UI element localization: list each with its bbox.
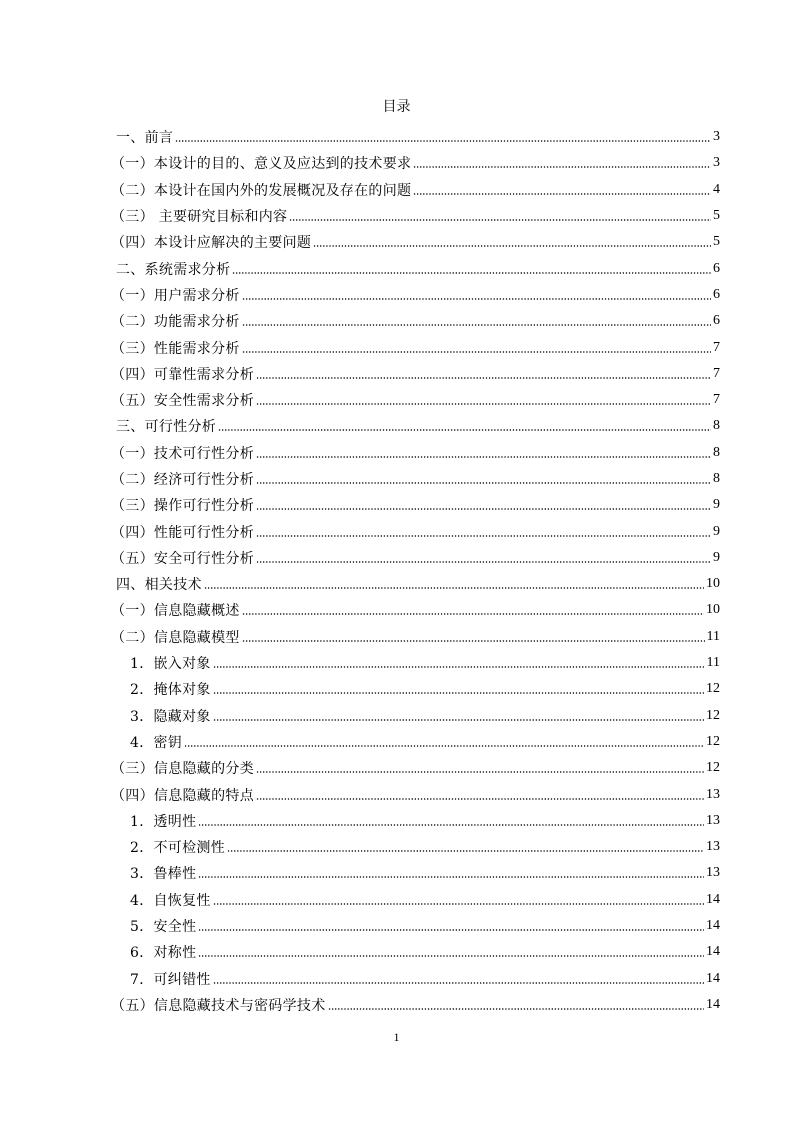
toc-entry-page: 11	[706, 628, 720, 644]
toc-entry[interactable]	[116, 413, 720, 439]
toc-entry-page: 3	[713, 129, 720, 145]
toc-entry-page: 6	[713, 313, 720, 329]
toc-entry-page: 8	[713, 471, 720, 486]
toc-dot-leader	[256, 402, 711, 406]
toc-entry-text: （四）可靠性需求分析	[111, 366, 254, 383]
toc-entry[interactable]	[111, 440, 720, 466]
toc-dot-leader	[413, 192, 711, 196]
toc-entry-text: （一）技术可行性分析	[111, 445, 254, 462]
toc-entry-page: 14	[706, 918, 720, 934]
toc-entry[interactable]	[111, 229, 720, 255]
toc-entry-page: 4	[713, 181, 720, 197]
toc-entry[interactable]	[111, 492, 720, 518]
toc-entry-text: 3．鲁棒性	[130, 866, 197, 883]
toc-dot-leader	[204, 586, 704, 590]
toc-dot-leader	[198, 928, 704, 932]
toc-entry-page: 7	[713, 392, 720, 408]
toc-dot-leader	[232, 271, 711, 275]
toc-dot-leader	[242, 323, 711, 327]
toc-entry-page: 12	[706, 733, 720, 749]
toc-entry-page: 6	[713, 286, 720, 302]
toc-dot-leader	[256, 455, 711, 459]
toc-entry-page: 14	[706, 891, 720, 907]
toc-entry[interactable]	[116, 676, 720, 702]
toc-entry[interactable]	[111, 597, 720, 623]
toc-entry[interactable]	[111, 361, 720, 387]
toc-entry[interactable]	[116, 966, 720, 992]
toc-entry-page: 13	[706, 839, 720, 855]
toc-entry-page: 9	[713, 523, 720, 539]
toc-entry-text: （四）信息隐藏的特点	[111, 787, 254, 804]
toc-entry-text: 2．掩体对象	[130, 682, 211, 699]
toc-entry-text: （一）用户需求分析	[111, 287, 240, 304]
toc-entry-text: 7．可纠错性	[130, 971, 211, 988]
toc-entry[interactable]	[111, 466, 720, 492]
toc-entry[interactable]	[111, 781, 720, 807]
toc-entry-text: （二）功能需求分析	[111, 314, 240, 331]
toc-entry-text: 4．密钥	[130, 734, 183, 751]
toc-entry-page: 13	[706, 786, 720, 802]
toc-dot-leader	[313, 244, 711, 248]
toc-entry-page: 5	[713, 208, 720, 224]
toc-entry[interactable]	[111, 334, 720, 360]
toc-entry[interactable]	[111, 624, 720, 650]
toc-entry-text: （四）性能可行性分析	[111, 524, 254, 541]
toc-entry-text: （三）操作可行性分析	[111, 498, 254, 515]
toc-entry[interactable]	[116, 571, 720, 597]
toc-entry[interactable]	[116, 860, 720, 886]
toc-entry-text: （二）经济可行性分析	[111, 472, 254, 488]
toc-entry-page: 10	[706, 602, 720, 618]
toc-dot-leader	[256, 534, 711, 538]
toc-entry[interactable]	[111, 545, 720, 571]
toc-entry-page: 7	[713, 339, 720, 355]
toc-entry[interactable]	[116, 939, 720, 965]
toc-entry[interactable]	[116, 703, 720, 729]
toc-entry[interactable]	[111, 992, 720, 1018]
toc-dot-leader	[242, 639, 705, 643]
toc-entry-page: 14	[706, 996, 720, 1012]
toc-entry-text: 三、可行性分析	[116, 419, 217, 436]
toc-dot-leader	[256, 507, 711, 511]
toc-dot-leader	[175, 139, 711, 143]
toc-dot-leader	[256, 770, 704, 774]
toc-entry-page: 14	[706, 944, 720, 960]
toc-dot-leader	[328, 1007, 705, 1011]
toc-dot-leader	[213, 902, 704, 906]
toc-dot-leader	[289, 218, 711, 222]
toc-entry-text: （一）信息隐藏概述	[111, 603, 240, 620]
toc-entry-text: （三）信息隐藏的分类	[111, 761, 254, 778]
toc-entry-text: （五）安全可行性分析	[111, 550, 254, 567]
toc-entry-page: 3	[713, 155, 720, 171]
toc-entry-text: （二）信息隐藏模型	[111, 629, 240, 646]
toc-dot-leader	[242, 297, 711, 301]
toc-entry-text: （五）安全性需求分析	[111, 393, 254, 410]
toc-entry[interactable]	[111, 308, 720, 334]
toc-entry-page: 13	[706, 865, 720, 881]
toc-entry-page: 14	[706, 970, 720, 986]
toc-entry-page: 8	[713, 444, 720, 460]
toc-entry[interactable]	[111, 203, 720, 229]
toc-entry-text: 四、相关技术	[116, 577, 202, 594]
toc-entry[interactable]	[111, 282, 720, 308]
toc-entry-text: 5．安全性	[130, 919, 197, 936]
toc-entry-page: 9	[713, 549, 720, 565]
toc-entry-text: 1．透明性	[130, 813, 197, 830]
toc-dot-leader	[198, 823, 704, 827]
toc-entry-page: 8	[713, 418, 720, 434]
toc-entry-text: 二、系统需求分析	[116, 261, 231, 278]
toc-dot-leader	[184, 744, 704, 748]
toc-dot-leader	[256, 481, 711, 485]
toc-entry[interactable]	[116, 887, 720, 913]
toc-entry[interactable]	[111, 150, 720, 176]
toc-entry-text: 3．隐藏对象	[130, 708, 211, 725]
toc-entry[interactable]	[116, 650, 720, 676]
toc-dot-leader	[256, 560, 711, 564]
toc-entry[interactable]	[111, 177, 720, 203]
toc-entry-text: 6．对称性	[130, 945, 197, 962]
toc-dot-leader	[198, 875, 704, 879]
toc-entry-text: 4．自恢复性	[130, 892, 211, 909]
toc-entry-page: 9	[713, 497, 720, 513]
toc-entry-text: （三） 主要研究目标和内容	[111, 209, 288, 226]
toc-dot-leader	[213, 665, 705, 669]
toc-entry[interactable]	[111, 755, 720, 781]
toc-entry-text: （二）本设计在国内外的发展概况及存在的问题	[111, 182, 412, 199]
toc-entry-text: 一、前言	[116, 130, 174, 147]
toc-entry[interactable]	[116, 834, 720, 860]
toc-dot-leader	[198, 954, 704, 958]
toc-dot-leader	[242, 612, 704, 616]
toc-entry[interactable]	[116, 124, 720, 150]
toc-entry-text: （五）信息隐藏技术与密码学技术	[111, 997, 326, 1014]
toc-dot-leader	[413, 165, 711, 169]
toc-entry-text: （四）本设计应解决的主要问题	[111, 235, 312, 252]
toc-entry-text: 1．嵌入对象	[130, 656, 211, 673]
toc-entry-page: 10	[706, 576, 720, 592]
toc-entry[interactable]	[116, 255, 720, 281]
toc-entry[interactable]	[116, 808, 720, 834]
toc-entry[interactable]	[111, 518, 720, 544]
toc-entry-page: 13	[706, 812, 720, 828]
toc-entry-page: 12	[706, 760, 720, 776]
toc-entry-page: 6	[713, 260, 720, 276]
table-of-contents	[111, 124, 720, 1018]
toc-dot-leader	[227, 849, 704, 853]
toc-entry-text: （一）本设计的目的、意义及应达到的技术要求	[111, 156, 412, 173]
toc-dot-leader	[213, 981, 704, 985]
toc-entry[interactable]	[116, 913, 720, 939]
toc-dot-leader	[218, 428, 711, 432]
toc-entry[interactable]	[111, 387, 720, 413]
toc-entry-text: 2．不可检测性	[130, 840, 226, 857]
toc-dot-leader	[242, 350, 711, 354]
toc-entry-page: 5	[713, 234, 720, 250]
toc-entry-text: （三）性能需求分析	[111, 340, 240, 357]
toc-entry-page: 12	[706, 681, 720, 697]
toc-dot-leader	[213, 691, 704, 695]
toc-entry[interactable]	[116, 729, 720, 755]
toc-entry-page: 11	[706, 655, 720, 671]
toc-dot-leader	[256, 376, 711, 380]
toc-title: 目录	[382, 99, 411, 115]
toc-dot-leader	[213, 718, 704, 722]
toc-dot-leader	[256, 797, 704, 801]
toc-entry-page: 12	[706, 707, 720, 723]
toc-entry-page: 7	[713, 365, 720, 381]
page-number: 1	[393, 1030, 400, 1044]
